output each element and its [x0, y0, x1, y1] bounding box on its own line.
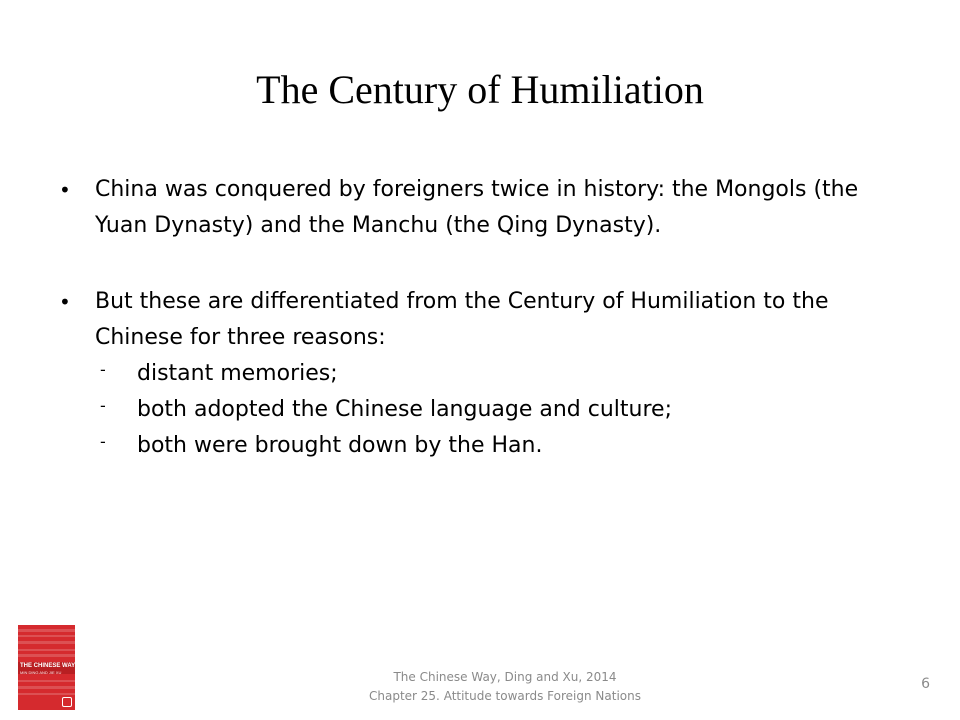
sub-bullet-marker: - — [100, 432, 106, 451]
bullet-text: China was conquered by foreigners twice in history: the Mongols (the Yuan Dynasty) and the Manchu (the Qing Dynasty). — [95, 177, 859, 238]
book-cover-image — [18, 625, 75, 710]
page-number: 6 — [921, 676, 930, 692]
sub-bullet-text: both were brought down by the Han. — [137, 433, 543, 458]
slide-title: The Century of Humiliation — [256, 67, 704, 112]
sub-bullet-text: distant memories; — [137, 361, 338, 386]
slide-footer — [340, 668, 670, 706]
sub-bullet-text: both adopted the Chinese language and culture; — [137, 397, 672, 422]
sub-bullet-marker: - — [100, 396, 106, 415]
publisher-logo-icon — [62, 697, 72, 707]
slide-body — [59, 172, 859, 464]
sub-bullet-marker: - — [100, 360, 106, 379]
book-cover-authors: MIN DING AND JIE XU — [20, 670, 62, 675]
bullet-text: But these are differentiated from the Century of Humiliation to the Chinese for three reasons: — [95, 289, 829, 350]
bullet-marker: • — [59, 290, 71, 314]
bullet-marker: • — [59, 178, 71, 202]
book-cover-title: THE CHINESE WAY — [20, 663, 75, 669]
sub-bullet-item — [59, 428, 859, 464]
footer-line-2: Chapter 25. Attitude towards Foreign Nations — [369, 689, 641, 703]
sub-bullet-item — [59, 356, 859, 392]
bullet-item — [59, 172, 859, 244]
footer-line-1: The Chinese Way, Ding and Xu, 2014 — [393, 670, 617, 684]
sub-bullet-item — [59, 392, 859, 428]
bullet-item — [59, 284, 859, 356]
